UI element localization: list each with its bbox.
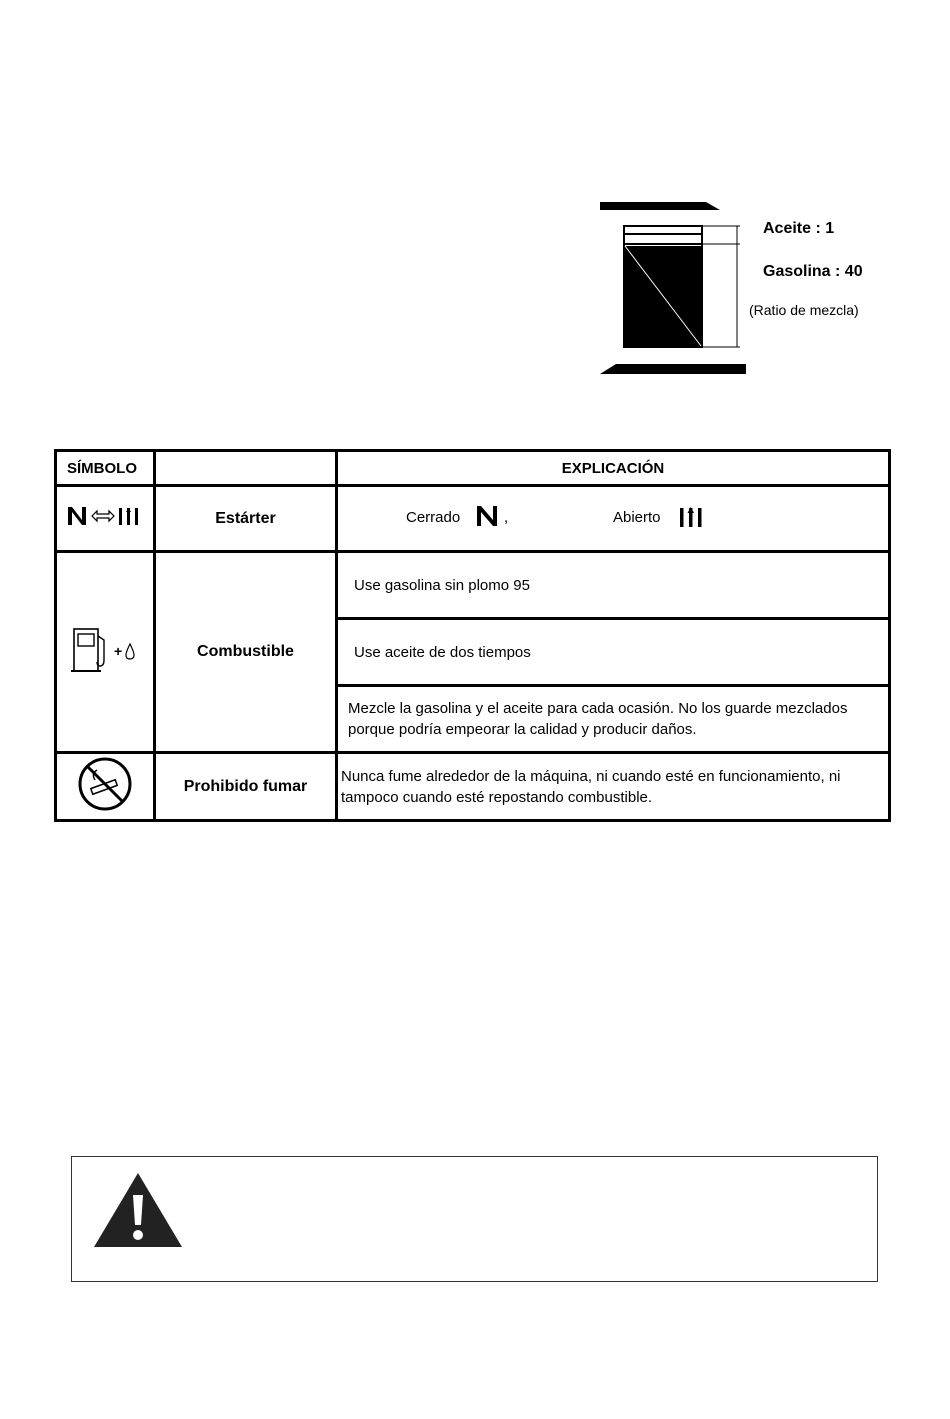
table-row <box>56 486 890 552</box>
choke-closed-open-icon <box>56 486 155 552</box>
gasoline-ratio-label: Gasolina : 40 <box>763 263 863 280</box>
warning-box <box>71 1156 878 1282</box>
fuel-can-diagram-icon <box>596 196 756 386</box>
starter-explanation <box>337 486 890 552</box>
choke-closed-icon <box>475 505 499 527</box>
symbol-table <box>54 449 891 822</box>
closed-label: Cerrado <box>406 509 461 527</box>
starter-name: Estárter <box>155 486 337 552</box>
oil-ratio-label: Aceite : 1 <box>763 220 835 237</box>
svg-text:+: + <box>114 642 123 659</box>
fuel-name: Combustible <box>155 552 337 753</box>
no-smoking-icon <box>56 753 155 821</box>
table-row <box>56 552 890 619</box>
mixture-diagram <box>596 196 896 386</box>
fuel-line-mix: Mezcle la gasolina y el aceite para cada ocasión. No los guarde mezclados porque podría empeorar la calidad y producir daños. <box>337 686 890 753</box>
choke-open-icon <box>678 506 704 528</box>
warning-triangle-icon <box>90 1169 186 1251</box>
no-smoking-text: Nunca fume alrededor de la máquina, ni cuando esté en funcionamiento, ni tampoco cuando esté repostando combustible. <box>337 753 890 821</box>
header-explanation: EXPLICACIÓN <box>337 451 890 486</box>
open-label: Abierto <box>613 509 661 527</box>
table-header <box>56 451 890 486</box>
fuel-pump-oil-drop-icon <box>56 552 155 753</box>
comma: , <box>504 509 509 527</box>
fuel-line-gasoline: Use gasolina sin plomo 95 <box>337 552 890 619</box>
header-name <box>155 451 337 486</box>
fuel-line-oil: Use aceite de dos tiempos <box>337 619 890 686</box>
header-symbol: SÍMBOLO <box>56 451 155 486</box>
mixture-ratio-caption: (Ratio de mezcla) <box>749 302 859 318</box>
no-smoking-name: Prohibido fumar <box>155 753 337 821</box>
table-row <box>56 753 890 821</box>
